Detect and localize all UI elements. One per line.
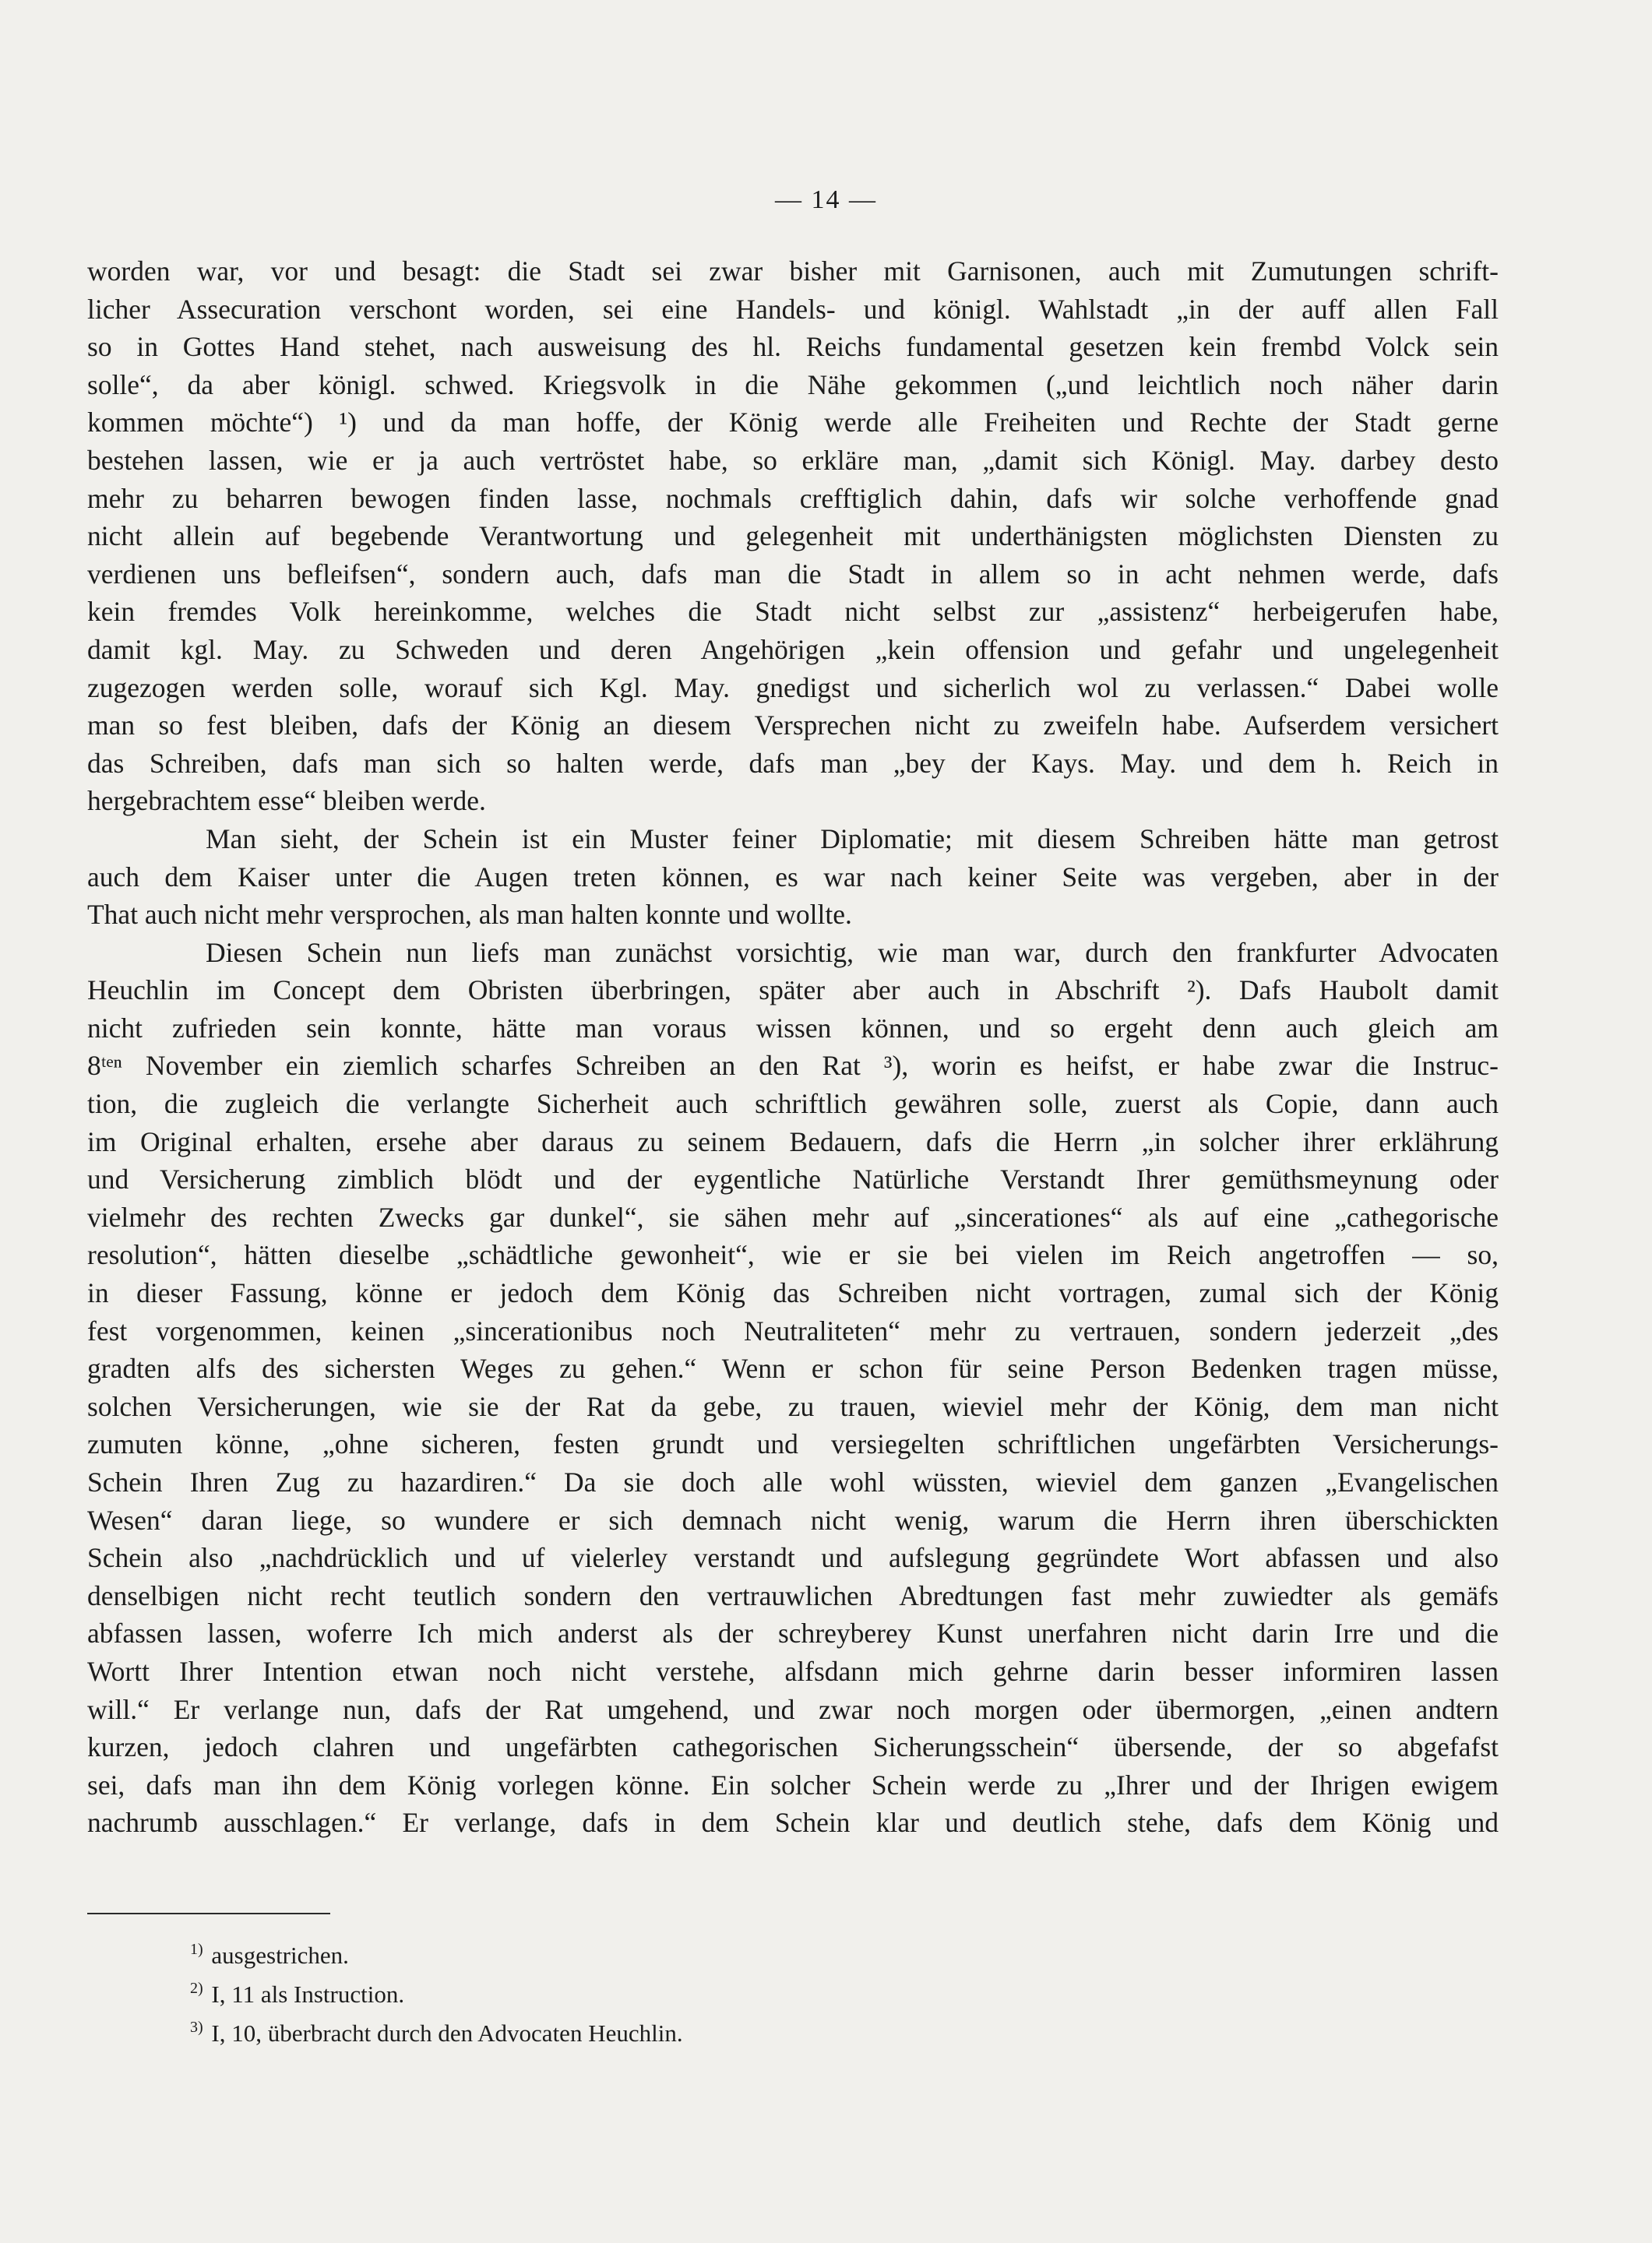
text-line: damit kgl. May. zu Schweden und deren Angehörigen „kein offension und gefahr und ungelegenheit (87, 633, 1499, 665)
text-line: sei, dafs man ihn dem König vorlegen könne. Ein solcher Schein werde zu „Ihrer und der Ihrigen ewigem (87, 1769, 1499, 1801)
footnote-mark: 3) (190, 2019, 203, 2036)
text-line: man so fest bleiben, dafs der König an diesem Versprechen nicht zu zweifeln habe. Aufserdem versichert (87, 710, 1499, 741)
text-line: fest vorgenommen, keinen „sincerationibus noch Neutraliteten“ mehr zu vertrauen, sondern jederzeit „des (87, 1315, 1499, 1347)
body-text (87, 252, 1499, 1842)
text-line: Diesen Schein nun liefs man zunächst vorsichtig, wie man war, durch den frankfurter Advocaten (206, 936, 1499, 968)
text-line: Wesen“ daran liege, so wundere er sich demnach nicht wenig, warum die Herrn ihren überschickten (87, 1504, 1499, 1536)
page-number: — 14 — (775, 185, 877, 214)
text-line: so in Gottes Hand stehet, nach ausweisung des hl. Reichs fundamental gesetzen kein frembd Volck sein (87, 331, 1499, 363)
text-line: im Original erhalten, ersehe aber daraus zu seinem Bedauern, dafs die Herrn „in solcher ihrer erklährung (87, 1125, 1499, 1157)
text-line: und Versicherung zimblich blödt und der eygentliche Natürliche Verstandt Ihrer gemüthsmeynung oder (87, 1164, 1499, 1195)
text-line: abfassen lassen, woferre Ich mich anderst als der schreyberey Kunst unerfahren nicht darin Irre und die (87, 1618, 1499, 1650)
footnote-text: ausgestrichen. (211, 1942, 349, 1969)
footnote-mark: 1) (190, 1941, 203, 1958)
text-line: resolution“, hätten dieselbe „schädtliche gewonheit“, wie er sie bei vielen im Reich angetroffen — so, (87, 1239, 1499, 1271)
text-line: worden war, vor und besagt: die Stadt sei zwar bisher mit Garnisonen, auch mit Zumutungen schrift- (87, 255, 1499, 287)
footnotes (190, 1933, 683, 2050)
footnote (190, 1972, 683, 2011)
text-line: solle“, da aber königl. schwed. Kriegsvolk in die Nähe gekommen („und leichtlich noch näher darin (87, 368, 1499, 400)
text-line: Heuchlin im Concept dem Obristen überbringen, später aber auch in Abschrift ²). Dafs Haubolt damit (87, 974, 1499, 1006)
text-line: solchen Versicherungen, wie sie der Rat da gebe, zu trauen, wieviel mehr der König, dem man nicht (87, 1390, 1499, 1422)
text-line: Schein also „nachdrücklich und uf vielerley verstandt und aufslegung gegründete Wort abfassen und also (87, 1542, 1499, 1574)
text-line: zugezogen werden solle, worauf sich Kgl. May. gnedigst und sicherlich wol zu verlassen.“ Dabei wolle (87, 671, 1499, 703)
text-line: vielmehr des rechten Zwecks gar dunkel“, sie sähen mehr auf „sincerationes“ als auf eine „cathegorische (87, 1201, 1499, 1233)
text-line: kommen möchte“) ¹) und da man hoffe, der König werde alle Freiheiten und Rechte der Stadt gerne (87, 407, 1499, 438)
text-line: in dieser Fassung, könne er jedoch dem König das Schreiben nicht vortragen, zumal sich der König (87, 1277, 1499, 1309)
footnote-mark: 2) (190, 1980, 203, 1997)
text-line: licher Assecuration verschont worden, sei eine Handels- und königl. Wahlstadt „in der auff allen Fall (87, 293, 1499, 325)
text-line: zumuten könne, „ohne sicheren, festen grundt und versiegelten schriftlichen ungefärbten Versicherungs- (87, 1428, 1499, 1460)
text-line: 8ᵗᵉⁿ November ein ziemlich scharfes Schreiben an den Rat ³), worin es heifst, er habe zwar die Instruc- (87, 1050, 1499, 1082)
text-line: That auch nicht mehr versprochen, als man halten konnte und wollte. (87, 899, 852, 931)
footnote (190, 2011, 683, 2050)
text-line: das Schreiben, dafs man sich so halten werde, dafs man „bey der Kays. May. und dem h. Reich in (87, 747, 1499, 779)
text-line: kein fremdes Volk hereinkomme, welches die Stadt nicht selbst zur „assistenz“ herbeigerufen habe, (87, 596, 1499, 628)
text-line: nachrumb ausschlagen.“ Er verlange, dafs in dem Schein klar und deutlich stehe, dafs dem König und (87, 1807, 1499, 1839)
text-line: mehr zu beharren bewogen finden lasse, nochmals crefftiglich dahin, dafs wir solche verhoffende gnad (87, 482, 1499, 514)
text-line: nicht zufrieden sein konnte, hätte man voraus wissen können, und so ergeht denn auch gleich am (87, 1012, 1499, 1044)
text-line: Schein Ihren Zug zu hazardiren.“ Da sie doch alle wohl wüssten, wieviel dem ganzen „Evangelischen (87, 1467, 1499, 1498)
text-line: gradten alfs des sichersten Weges zu gehen.“ Wenn er schon für seine Person Bedenken tragen müsse, (87, 1353, 1499, 1385)
text-line: hergebrachtem esse“ bleiben werde. (87, 785, 486, 817)
text-line: Man sieht, der Schein ist ein Muster feiner Diplomatie; mit diesem Schreiben hätte man getrost (206, 822, 1499, 854)
footnote-text: I, 11 als Instruction. (211, 1981, 405, 2008)
text-line: Wortt Ihrer Intention etwan noch nicht verstehe, alfsdann mich gehrne darin besser informiren lassen (87, 1655, 1499, 1687)
text-line: nicht allein auf begebende Verantwortung und gelegenheit mit underthänigsten möglichsten Diensten zu (87, 520, 1499, 552)
footnote (190, 1933, 683, 1972)
text-line: auch dem Kaiser unter die Augen treten können, es war nach keiner Seite was vergeben, aber in der (87, 861, 1499, 893)
footnote-divider (87, 1913, 330, 1914)
text-line: bestehen lassen, wie er ja auch vertröstet habe, so erkläre man, „damit sich Königl. May. darbey desto (87, 444, 1499, 476)
text-line: denselbigen nicht recht teutlich sondern den vertrauwlichen Abredtungen fast mehr zuwiedter als gemäfs (87, 1579, 1499, 1611)
footnote-text: I, 10, überbracht durch den Advocaten Heuchlin. (211, 2019, 683, 2047)
text-line: verdienen uns befleifsen“, sondern auch, dafs man die Stadt in allem so in acht nehmen werde, dafs (87, 558, 1499, 590)
text-line: tion, die zugleich die verlangte Sicherheit auch schriftlich gewähren solle, zuerst als Copie, dann auch (87, 1088, 1499, 1120)
text-line: will.“ Er verlange nun, dafs der Rat umgehend, und zwar noch morgen oder übermorgen, „einen andtern (87, 1693, 1499, 1725)
text-line: kurzen, jedoch clahren und ungefärbten cathegorischen Sicherungsschein“ übersende, der so abgefafst (87, 1731, 1499, 1763)
